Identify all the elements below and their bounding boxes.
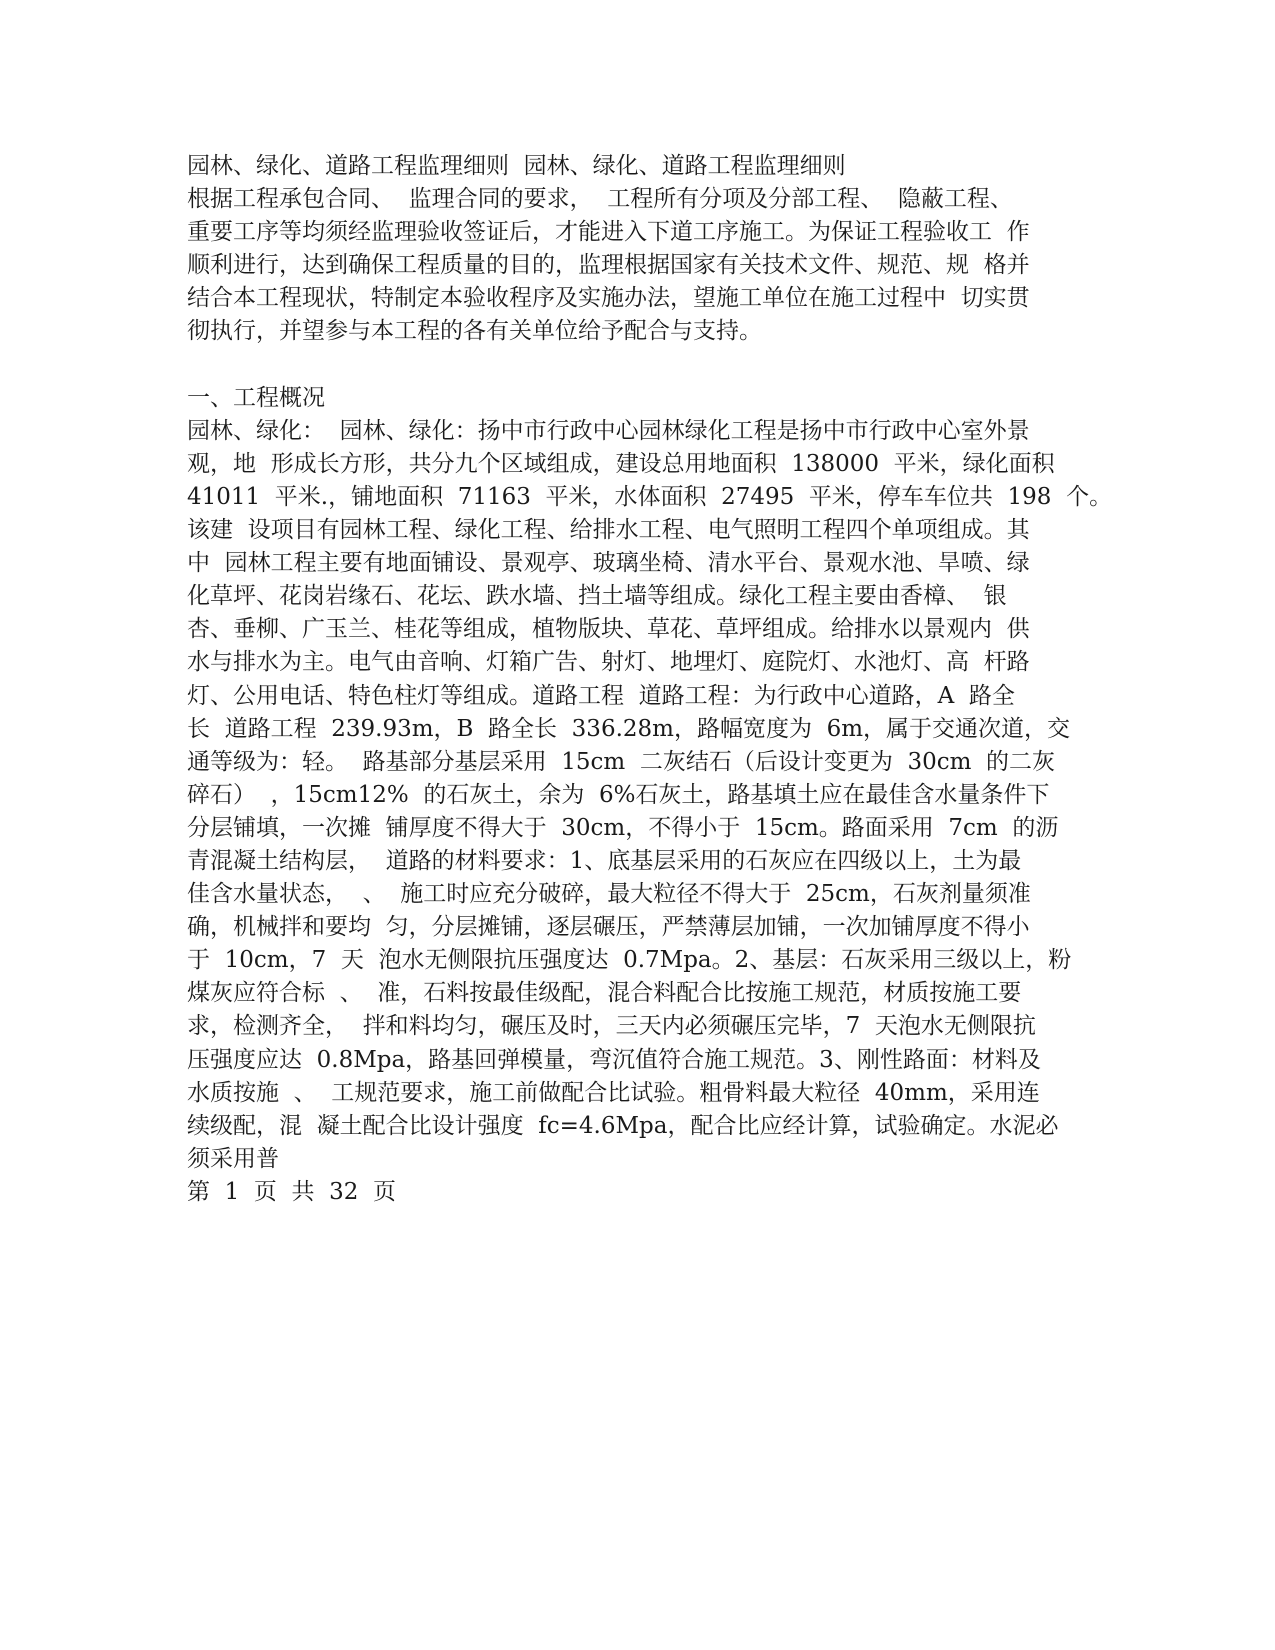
body-line: 观，地 形成长方形，共分九个区域组成，建设总用地面积 138000 平米，绿化面积 — [187, 450, 1055, 477]
body-line: 灯、公用电话、特色柱灯等组成。道路工程 道路工程：为行政中心道路，A 路全 — [187, 682, 1015, 709]
body-line: 中 园林工程主要有地面铺设、景观亭、玻璃坐椅、清水平台、景观水池、旱喷、绿 — [187, 550, 1030, 577]
body-line: 41011 平米.，铺地面积 71163 平米，水体面积 27495 平米，停车车位共 198 个。 — [187, 483, 1113, 510]
section-heading: 一、工程概况 — [187, 384, 325, 411]
paragraph-gap — [187, 349, 1092, 382]
body-line: 确，机械拌和要均 匀，分层摊铺，逐层碾压，严禁薄层加铺，一次加铺厚度不得小 — [187, 914, 1030, 941]
body-line: 水质按施 、 工规范要求，施工前做配合比试验。粗骨料最大粒径 40mm，采用连 — [187, 1079, 1040, 1106]
intro-line: 根据工程承包合同、 监理合同的要求， 工程所有分项及分部工程、 隐蔽工程、 — [187, 186, 1013, 213]
intro-line: 结合本工程现状，特制定本验收程序及实施办法，望施工单位在施工过程中 切实贯 — [187, 285, 1030, 312]
body-line: 园林、绿化： 园林、绿化：扬中市行政中心园林绿化工程是扬中市行政中心室外景 — [187, 417, 1030, 444]
body-line: 求，检测齐全， 拌和料均匀，碾压及时，三天内必须碾压完毕，7 天泡水无侧限抗 — [187, 1013, 1036, 1040]
body-line: 通等级为：轻。 路基部分基层采用 15cm 二灰结石（后设计变更为 30cm 的二灰 — [187, 748, 1056, 775]
document-body — [187, 150, 1113, 1209]
body-line: 水与排水为主。电气由音响、灯箱广告、射灯、地埋灯、庭院灯、水池灯、高 杆路 — [187, 649, 1030, 676]
body-line: 煤灰应符合标 、 准，石料按最佳级配，混合料配合比按施工规范，材质按施工要 — [187, 980, 1022, 1007]
intro-line: 重要工序等均须经监理验收签证后，才能进入下道工序施工。为保证工程验收工 作 — [187, 219, 1030, 246]
body-line: 须采用普 — [187, 1145, 279, 1172]
body-line: 化草坪、花岗岩缘石、花坛、跌水墙、挡土墙等组成。绿化工程主要由香樟、 银 — [187, 583, 1007, 610]
body-line: 分层铺填，一次摊 铺厚度不得大于 30cm，不得小于 15cm。路面采用 7cm 的沥 — [187, 814, 1059, 841]
body-line: 长 道路工程 239.93m，B 路全长 336.28m，路幅宽度为 6m，属于交通次道，交 — [187, 715, 1071, 742]
document-title: 园林、绿化、道路工程监理细则 园林、绿化、道路工程监理细则 — [187, 153, 846, 179]
body-line: 该建 设项目有园林工程、绿化工程、给排水工程、电气照明工程四个单项组成。其 — [187, 517, 1030, 544]
body-line: 佳含水量状态， 、 施工时应充分破碎，最大粒径不得大于 25cm，石灰剂量须准 — [187, 881, 1031, 908]
body-line: 碎石） ，15cm12% 的石灰土，余为 6%石灰土，路基填土应在最佳含水量条件下 — [187, 781, 1050, 808]
body-line: 杏、垂柳、广玉兰、桂花等组成，植物版块、草花、草坪组成。给排水以景观内 供 — [187, 616, 1030, 643]
body-line: 于 10cm，7 天 泡水无侧限抗压强度达 0.7Mpa。2、基层：石灰采用三级以上，粉 — [187, 947, 1072, 974]
body-line: 续级配，混 凝土配合比设计强度 fc=4.6Mpa，配合比应经计算，试验确定。水泥必 — [187, 1112, 1059, 1139]
body-line: 青混凝土结构层， 道路的材料要求：1、底基层采用的石灰应在四级以上，土为最 — [187, 847, 1022, 874]
body-line: 压强度应达 0.8Mpa，路基回弹模量，弯沉值符合施工规范。3、刚性路面：材料及 — [187, 1046, 1041, 1073]
intro-line: 彻执行，并望参与本工程的各有关单位给予配合与支持。 — [187, 318, 762, 345]
page-footer: 第 1 页 共 32 页 — [187, 1178, 397, 1205]
intro-line: 顺利进行，达到确保工程质量的目的，监理根据国家有关技术文件、规范、规 格并 — [187, 252, 1030, 279]
